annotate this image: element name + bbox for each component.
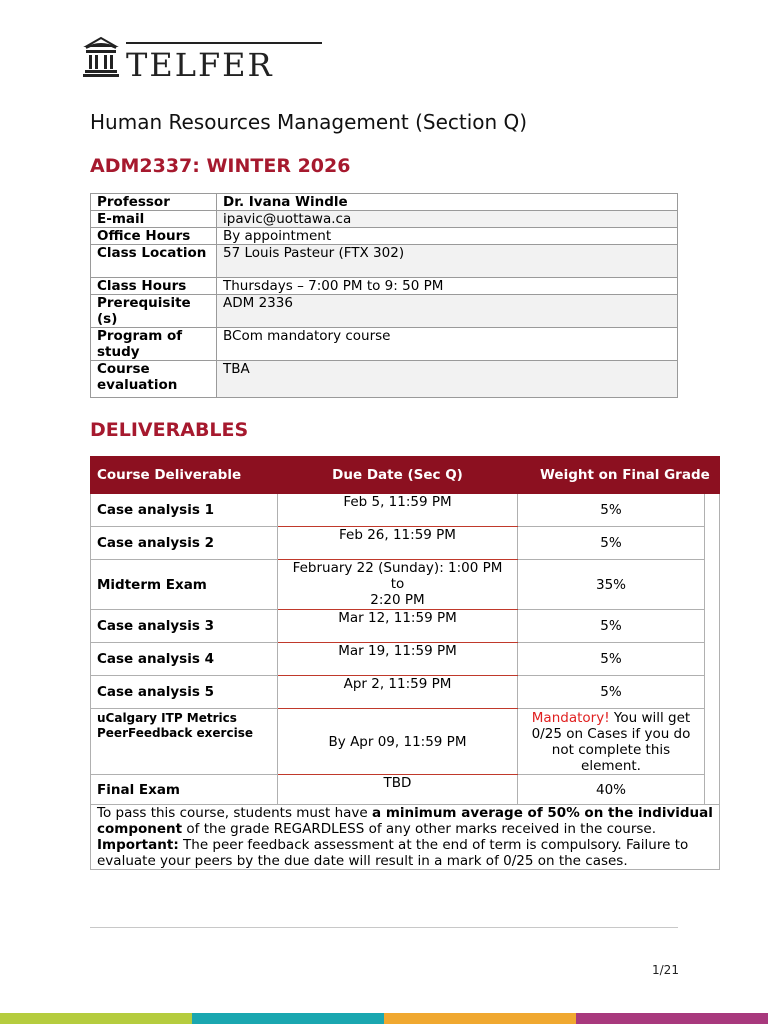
row-spacer [705, 775, 720, 805]
logo-wordmark: TELFER [126, 46, 274, 84]
info-row [91, 361, 678, 398]
footer-color-segment [192, 1013, 384, 1024]
info-row [91, 295, 678, 328]
info-row [91, 228, 678, 245]
column-header: Due Date (Sec Q) [278, 457, 518, 494]
info-label: Prerequisite(s) [91, 295, 217, 328]
column-header: Weight on Final Grade [518, 457, 720, 494]
table-row [91, 643, 720, 676]
deliverable-weight: 5% [518, 676, 705, 709]
deliverable-weight: 5% [518, 527, 705, 560]
note-text: The peer feedback assessment at the end of term is compulsory. Failure to evaluate your peers by the due date will result in a mark of 0/25 on the cases. [97, 837, 689, 869]
info-label: Class Hours [91, 278, 217, 295]
info-label: Class Location [91, 245, 217, 278]
info-value: ADM 2336 [217, 295, 678, 328]
deliverable-name: uCalgary ITP Metrics PeerFeedback exercise [91, 709, 278, 775]
info-value: Thursdays – 7:00 PM to 9: 50 PM [217, 278, 678, 295]
info-value: TBA [217, 361, 678, 398]
deliverable-name: Case analysis 3 [91, 610, 278, 643]
row-spacer [705, 527, 720, 560]
deliverable-due: TBD [278, 775, 518, 805]
column-header: Course Deliverable [91, 457, 278, 494]
row-spacer [705, 560, 720, 610]
table-row [91, 610, 720, 643]
deliverable-weight [518, 709, 705, 775]
footer-color-segment [384, 1013, 576, 1024]
footer-color-bar [0, 1013, 768, 1024]
deliverable-weight: 40% [518, 775, 705, 805]
deliverable-due: Apr 2, 11:59 PM [278, 676, 518, 709]
deliverable-name: Case analysis 1 [91, 494, 278, 527]
weight-note: You will get 0/25 on Cases if you do not complete this element. [531, 709, 691, 774]
deliverables-table [90, 456, 720, 870]
info-row [91, 245, 678, 278]
row-spacer [705, 709, 720, 775]
info-row [91, 211, 678, 228]
table-row [91, 775, 720, 805]
row-spacer [705, 494, 720, 527]
row-spacer [705, 610, 720, 643]
note-text: To pass this course, students must have [97, 805, 373, 821]
deliverable-weight: 5% [518, 494, 705, 527]
mandatory-label: Mandatory! [531, 709, 610, 726]
footer-color-segment [576, 1013, 768, 1024]
building-icon [82, 36, 120, 78]
table-row [91, 560, 720, 610]
deliverable-weight: 35% [518, 560, 705, 610]
email-link[interactable]: ipavic@uottawa.ca [217, 211, 678, 228]
table-header-row [91, 457, 720, 494]
deliverable-name: Midterm Exam [91, 560, 278, 610]
deliverable-weight: 5% [518, 610, 705, 643]
course-title: Human Resources Management (Section Q) [90, 110, 528, 134]
info-value: 57 Louis Pasteur (FTX 302) [217, 245, 678, 278]
deliverable-name: Case analysis 5 [91, 676, 278, 709]
pass-requirement-note [91, 805, 720, 870]
info-value: Dr. Ivana Windle [217, 194, 678, 211]
info-value: By appointment [217, 228, 678, 245]
important-label: Important: [97, 837, 179, 853]
note-text: of the grade REGARDLESS of any other marks received in the course. [182, 821, 657, 837]
row-spacer [705, 676, 720, 709]
footer-color-segment [0, 1013, 192, 1024]
info-label: Professor [91, 194, 217, 211]
deliverables-heading: DELIVERABLES [90, 419, 249, 441]
note-emphasis: a minimum average of 50% on the individual component [97, 805, 713, 837]
table-note-row [91, 805, 720, 870]
info-value: BCom mandatory course [217, 328, 678, 361]
footer-divider [90, 927, 678, 928]
table-row [91, 527, 720, 560]
info-label: E-mail [91, 211, 217, 228]
info-row [91, 328, 678, 361]
table-row [91, 494, 720, 527]
deliverable-weight: 5% [518, 643, 705, 676]
course-code-heading: ADM2337: WINTER 2026 [90, 155, 351, 177]
table-row [91, 676, 720, 709]
page-number: 1/21 [652, 963, 679, 977]
deliverable-name: Case analysis 2 [91, 527, 278, 560]
deliverable-name: Case analysis 4 [91, 643, 278, 676]
due-line: to [390, 576, 405, 592]
table-row [91, 709, 720, 775]
due-line: February 22 (Sunday): 1:00 PM [292, 560, 503, 576]
logo-rule [126, 42, 322, 44]
due-line: 2:20 PM [370, 592, 425, 608]
info-label: Program of study [91, 328, 217, 361]
course-info-table [90, 193, 678, 398]
deliverable-due: By Apr 09, 11:59 PM [278, 709, 518, 775]
deliverable-due: Feb 5, 11:59 PM [278, 494, 518, 527]
info-row [91, 194, 678, 211]
info-label: Course evaluation [91, 361, 217, 398]
info-label: Office Hours [91, 228, 217, 245]
row-spacer [705, 643, 720, 676]
deliverable-due [278, 560, 518, 610]
info-row [91, 278, 678, 295]
deliverable-name: Final Exam [91, 775, 278, 805]
deliverable-due: Feb 26, 11:59 PM [278, 527, 518, 560]
deliverable-due: Mar 12, 11:59 PM [278, 610, 518, 643]
deliverable-due: Mar 19, 11:59 PM [278, 643, 518, 676]
